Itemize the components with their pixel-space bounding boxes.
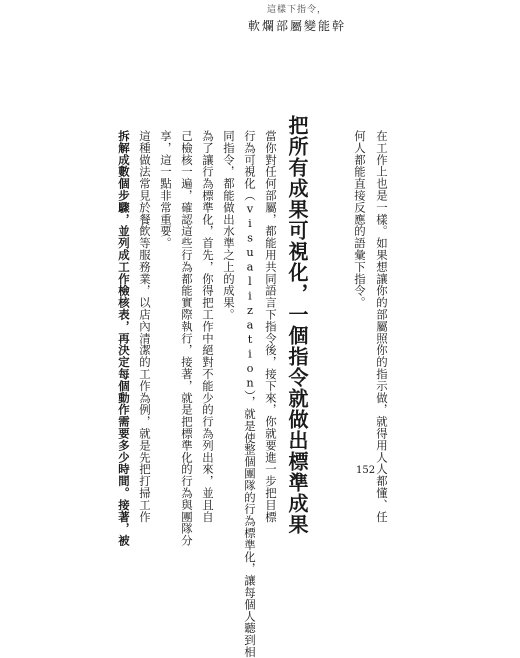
text-column-7: 為了讓行為標準化，首先，你得把工作中絕對不能少的行為列出來，並且自 — [201, 130, 215, 523]
text-column-4: 當你對任何部屬，都能用共同語言下指令後，接下來，你就要進一步把目標 — [264, 130, 278, 523]
text-column-6: 同指令，都能做出水準之上的成果。 — [222, 130, 236, 321]
text-column-11: 拆解成數個步驟，並列成工作檢核表，再決定每個動作需要多少時間。接著，被 — [117, 130, 131, 547]
header-subtitle: 這樣下指令， — [266, 5, 327, 15]
text-column-1: 在工作上也是一樣。如果想讓你的部屬照你的指示做，就得用人人都懂、任 — [375, 130, 389, 523]
text-column-8: 己檢核一遍，確認這些行為都能實際執行，接著，就是把標準化的行為與團隊分 — [180, 130, 194, 547]
text-column-10: 這種做法常見於餐飲等服務業，以店內清潔的工作為例，就是先把打掃工作 — [138, 130, 152, 523]
running-header — [248, 2, 346, 34]
text-column-2: 何人都能直接反應的語彙下指令。 — [353, 130, 367, 309]
header-book-title: 軟爛部屬變能幹 — [247, 19, 346, 33]
text-column-5: 行為可視化（visualization），就是使整個團隊的行為標準化，讓每個人聽到相 — [243, 130, 257, 658]
page-number: 152 — [356, 465, 376, 476]
section-heading: 把所有成果可視化，一個指令就做出標準成果 — [285, 115, 309, 535]
text-column-9: 享，這一點非常重要。 — [159, 130, 173, 249]
